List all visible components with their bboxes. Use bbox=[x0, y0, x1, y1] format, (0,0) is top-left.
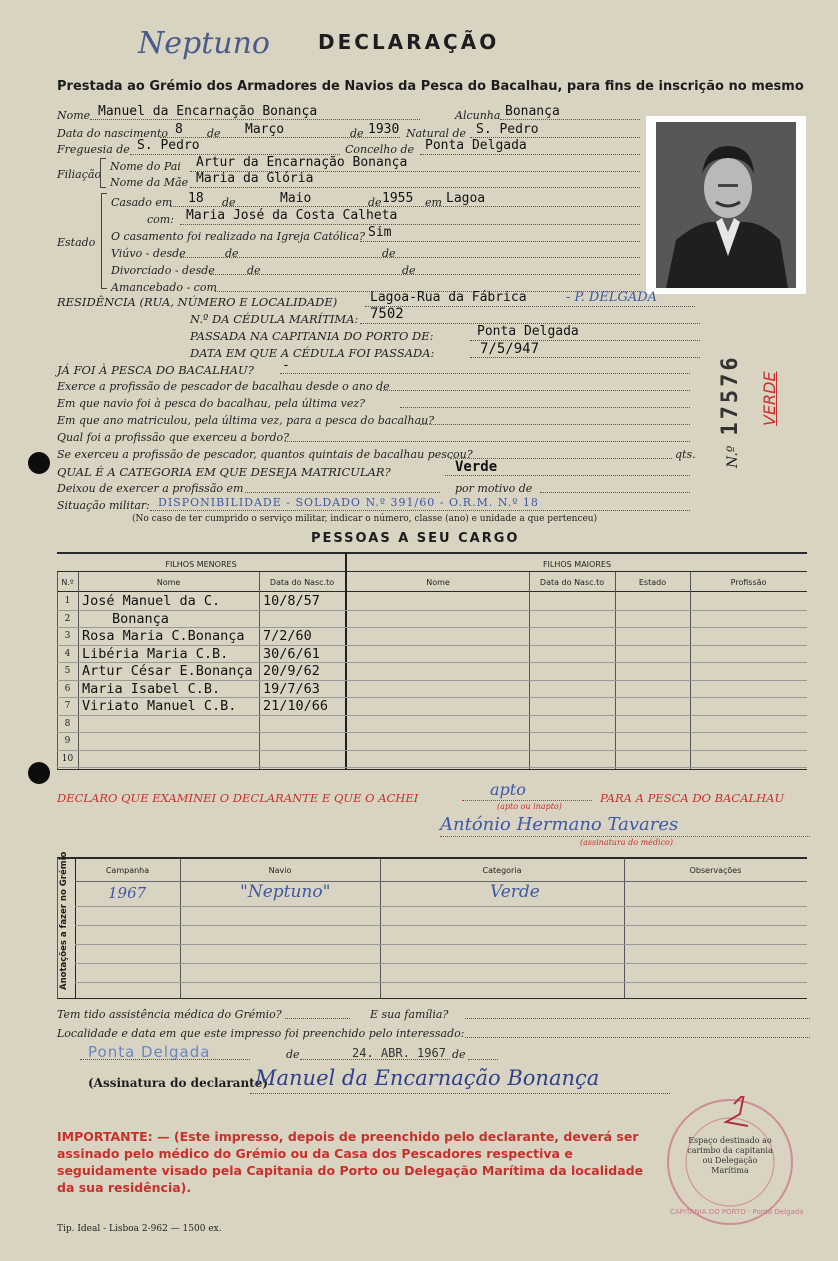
concelho-label: Concelho de bbox=[345, 143, 415, 156]
residence-label: RESIDÊNCIA (RUA, NÚMERO E LOCALIDADE) bbox=[57, 295, 338, 309]
militar-value: DISPONIBILIDADE - SOLDADO N.º 391/60 - O.R.M. N.º 18 bbox=[158, 496, 539, 509]
declaro-text: DECLARO QUE EXAMINEI O DECLARANTE E QUE O ACHEI bbox=[57, 791, 419, 805]
residence-value: Lagoa-Rua da Fábrica bbox=[370, 290, 527, 305]
filhos-maiores-header: FILHOS MAIORES bbox=[542, 560, 612, 569]
alcunha-label: Alcunha bbox=[455, 109, 501, 122]
concelho-value: Ponta Delgada bbox=[425, 138, 527, 153]
de-label: de bbox=[207, 127, 221, 140]
dependent-name: Viriato Manuel C.B. bbox=[82, 698, 237, 714]
stamp-instructions: Espaço destinado ao carimbo da capitania ou Delegação Marítima bbox=[687, 1136, 773, 1175]
militar-label: Situação militar: bbox=[57, 499, 150, 512]
dependent-name: José Manuel da C. bbox=[82, 593, 221, 609]
com-label: com: bbox=[147, 213, 174, 226]
row-number: 9 bbox=[64, 736, 71, 746]
categoria-annot-value: Verde bbox=[490, 882, 540, 902]
table-row-divider bbox=[57, 732, 807, 733]
row-number: 10 bbox=[61, 753, 74, 764]
importante-text: — (Este impresso, depois de preenchido pelo declarante, deverá ser assinado pelo médico do Grémio ou da Casa dos Pescadores respectiva e seguidamente visado pela Capitania do Porto ou Delegação Marítima da localidade da sua residência). bbox=[57, 1129, 644, 1195]
viuvo-label: Viúvo - desde bbox=[111, 247, 186, 260]
declarant-signature: Manuel da Encarnação Bonança bbox=[255, 1066, 600, 1090]
doctor-sig-note: (assinatura do médico) bbox=[580, 838, 673, 847]
punch-hole-top bbox=[28, 452, 50, 474]
em-label: em bbox=[425, 196, 442, 209]
de-label: de bbox=[402, 264, 416, 277]
col-nome-maiores: Nome bbox=[426, 578, 450, 587]
mother-value: Maria da Glória bbox=[196, 171, 314, 186]
table-row-divider bbox=[57, 610, 807, 611]
page-title: DECLARAÇÃO bbox=[318, 30, 500, 54]
localidade-stamp: Ponta Delgada bbox=[88, 1043, 211, 1061]
row-number: 1 bbox=[64, 596, 71, 606]
de-label: de bbox=[350, 127, 364, 140]
militar-note: (No caso de ter cumprido o serviço militar, indicar o número, classe (ano) e unidade a que pertenceu) bbox=[132, 514, 598, 524]
question-4: Qual foi a profissão que exerceu a bordo? bbox=[57, 431, 290, 444]
father-value: Artur da Encarnação Bonança bbox=[196, 155, 408, 170]
doctor-signature: António Hermano Tavares bbox=[440, 814, 679, 835]
question-2: Em que navio foi à pesca do bacalhau, pela última vez? bbox=[57, 397, 366, 410]
casado-day: 18 bbox=[188, 191, 204, 206]
passada-label: PASSADA NA CAPITANIA DO PORTO DE: bbox=[190, 329, 434, 343]
importante-notice bbox=[57, 1128, 647, 1196]
dependent-name: Maria Isabel C.B. bbox=[82, 680, 221, 697]
col-categoria: Categoria bbox=[482, 866, 522, 875]
number-value: 17576 bbox=[718, 354, 743, 436]
de-label: de bbox=[286, 1048, 300, 1061]
amancebado-label: Amancebado - com bbox=[111, 281, 217, 294]
col-campanha: Campanha bbox=[105, 866, 150, 875]
col-estado: Estado bbox=[638, 578, 667, 587]
apto-handwritten: apto bbox=[490, 780, 526, 799]
dependent-name: Libéria Maria C.B. bbox=[82, 645, 229, 662]
cargo-title: PESSOAS A SEU CARGO bbox=[311, 531, 520, 546]
casado-month: Maio bbox=[280, 191, 312, 206]
portrait-photo bbox=[646, 116, 806, 294]
dependent-name: Artur César E.Bonança bbox=[82, 663, 253, 679]
cedula-value: 7502 bbox=[370, 306, 404, 322]
annotation-row-divider bbox=[75, 982, 807, 983]
categoria-label: QUAL É A CATEGORIA EM QUE DESEJA MATRICULAR? bbox=[57, 465, 391, 479]
table-row-divider bbox=[57, 715, 807, 716]
question-1: Exerce a profissão de pescador de bacalhau desde o ano de bbox=[57, 380, 390, 393]
col-nome: Nome bbox=[156, 578, 181, 587]
row-number: 5 bbox=[64, 666, 71, 676]
dependent-birthdate: 7/2/60 bbox=[263, 628, 312, 644]
residence-handwritten: - P. DELGADA bbox=[566, 290, 658, 305]
table-row-divider bbox=[57, 767, 807, 768]
campanha-value: 1967 bbox=[108, 884, 147, 902]
handwritten-annotation: Neptuno bbox=[138, 26, 270, 61]
question-3: Em que ano matriculou, pela última vez, para a pesca do bacalhau? bbox=[57, 414, 435, 427]
de-label: de bbox=[247, 264, 261, 277]
deixou-label: Deixou de exercer a profissão em bbox=[57, 482, 244, 495]
de-label: de bbox=[452, 1048, 466, 1061]
para-text: PARA A PESCA DO BACALHAU bbox=[600, 791, 785, 805]
row-number: 3 bbox=[64, 631, 71, 641]
pesca-value: - bbox=[282, 358, 290, 373]
dependent-birthdate: 19/7/63 bbox=[263, 680, 320, 697]
de-label: de bbox=[225, 247, 239, 260]
name-value: Manuel da Encarnação Bonança bbox=[98, 104, 318, 119]
estado-label: Estado bbox=[57, 236, 96, 249]
row-number: 8 bbox=[64, 718, 71, 729]
annotation-row-divider bbox=[75, 925, 807, 926]
capitania-stamp bbox=[664, 1096, 804, 1228]
localidade-label: Localidade e data em que este impresso foi preenchido pelo interessado: bbox=[57, 1027, 465, 1040]
passada-value: Ponta Delgada bbox=[477, 324, 579, 339]
stamp-ring-text: CAPITANIA DO PORTO · Ponta Delgada bbox=[670, 1208, 804, 1216]
spouse-value: Maria José da Costa Calheta bbox=[186, 208, 398, 223]
annotation-row-divider bbox=[75, 944, 807, 945]
row-number: 6 bbox=[64, 683, 71, 694]
col-observacoes: Observações bbox=[689, 866, 742, 875]
de-label: de bbox=[382, 247, 396, 260]
number-prefix: N.º bbox=[725, 445, 741, 468]
birth-year: 1930 bbox=[368, 122, 400, 137]
dependent-birthdate: 10/8/57 bbox=[263, 593, 320, 609]
annotation-row-divider bbox=[75, 906, 807, 907]
birth-label: Data do nascimento bbox=[57, 127, 169, 140]
punch-hole-bottom bbox=[28, 762, 50, 784]
question-5: Se exerceu a profissão de pescador, quantos quintais de bacalhau pescou? bbox=[57, 448, 473, 461]
familia-label: E sua família? bbox=[370, 1008, 449, 1021]
mother-label: Nome da Mãe bbox=[110, 176, 189, 189]
printer-credit: Tip. Ideal - Lisboa 2-962 — 1500 ex. bbox=[57, 1224, 222, 1234]
dependent-name: Rosa Maria C.Bonança bbox=[82, 628, 245, 644]
dependent-name: Bonança bbox=[112, 610, 169, 627]
dependent-birthdate: 30/6/61 bbox=[263, 645, 320, 662]
col-navio: Navio bbox=[268, 866, 292, 875]
col-data: Data do Nasc.to bbox=[269, 578, 335, 587]
alcunha-value: Bonança bbox=[505, 104, 560, 119]
row-number: 4 bbox=[64, 648, 71, 659]
filhos-menores-header: FILHOS MENORES bbox=[165, 560, 237, 569]
table-row-divider bbox=[57, 750, 807, 751]
annotations-side-label: Anotações a fazer no Grémio bbox=[59, 851, 69, 990]
natural-value: S. Pedro bbox=[476, 122, 539, 137]
row-number: 7 bbox=[64, 701, 71, 711]
assinatura-label: (Assinatura do declarante) bbox=[88, 1076, 269, 1090]
filiacao-label: Filiação bbox=[57, 168, 102, 181]
casado-label: Casado em bbox=[111, 196, 173, 209]
natural-label: Natural de bbox=[406, 127, 467, 140]
registration-number bbox=[718, 340, 748, 470]
casado-place: Lagoa bbox=[446, 191, 486, 206]
cedula-label: N.º DA CÉDULA MARÍTIMA: bbox=[190, 312, 359, 326]
birth-day: 8 bbox=[175, 122, 183, 137]
father-label: Nome do Pai bbox=[110, 160, 181, 173]
data-cedula-label: DATA EM QUE A CÉDULA FOI PASSADA: bbox=[190, 346, 435, 360]
name-label: Nome bbox=[57, 109, 91, 122]
importante-head: IMPORTANTE: bbox=[57, 1129, 153, 1144]
de-label: de bbox=[368, 196, 382, 209]
dependent-birthdate: 20/9/62 bbox=[263, 663, 320, 679]
apto-note: (apto ou inapto) bbox=[497, 802, 562, 811]
row-number: 2 bbox=[64, 613, 71, 624]
col-no: N.º bbox=[61, 578, 74, 587]
data-cedula-value: 7/5/947 bbox=[480, 341, 540, 357]
church-value: Sim bbox=[368, 225, 392, 240]
de-label: de bbox=[222, 196, 236, 209]
categoria-value: Verde bbox=[455, 459, 498, 475]
casado-year: 1955 bbox=[382, 191, 414, 206]
motivo-label: por motivo de bbox=[455, 482, 533, 495]
data-stamp: 24. ABR. 1967 bbox=[352, 1046, 446, 1060]
freguesia-value: S. Pedro bbox=[137, 138, 200, 153]
annotation-row-divider bbox=[75, 963, 807, 964]
divorciado-label: Divorciado - desde bbox=[111, 264, 215, 277]
church-label: O casamento foi realizado na Igreja Católica? bbox=[111, 230, 366, 243]
verde-side-label: VERDE bbox=[760, 371, 779, 426]
col-data-maiores: Data do Nasc.to bbox=[539, 578, 605, 587]
pesca-label: JÁ FOI À PESCA DO BACALHAU? bbox=[57, 363, 254, 377]
page-subtitle: Prestada ao Grémio dos Armadores de Navios da Pesca do Bacalhau, para fins de inscrição no mesmo bbox=[57, 79, 804, 94]
dependent-birthdate: 21/10/66 bbox=[263, 698, 329, 714]
qts-label: qts. bbox=[675, 448, 696, 461]
navio-value: "Neptuno" bbox=[240, 882, 331, 902]
assistencia-label: Tem tido assistência médica do Grémio? bbox=[57, 1008, 282, 1021]
freguesia-label: Freguesia de bbox=[57, 143, 130, 156]
col-profissao: Profissão bbox=[730, 578, 767, 587]
birth-month: Março bbox=[245, 122, 285, 137]
